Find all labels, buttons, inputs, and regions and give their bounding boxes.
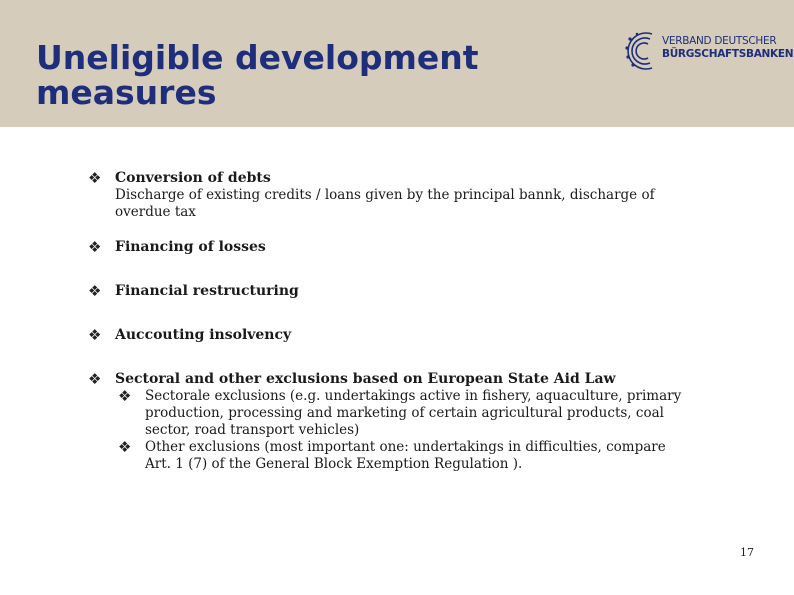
item-title: Conversion of debts	[115, 170, 271, 186]
list-item	[88, 283, 688, 300]
bullet-list	[88, 170, 688, 473]
list-item	[88, 327, 688, 344]
logo-text	[662, 35, 793, 61]
sub-item-text: Other exclusions (most important one: undertakings in difficulties, compare Art. 1 (7) of the General Block Exemption Regulation ).	[145, 439, 666, 472]
page-title	[36, 40, 479, 110]
diamond-bullet-icon: ❖	[88, 238, 102, 256]
logo-line-1: VERBAND DEUTSCHER	[662, 35, 777, 47]
title-line-1: Uneligible development	[36, 38, 479, 77]
sub-list-item	[88, 388, 688, 439]
title-line-2: measures	[36, 73, 217, 112]
diamond-bullet-icon: ❖	[88, 282, 102, 300]
page-number: 17	[740, 546, 754, 559]
sub-item-text: Sectorale exclusions (e.g. undertakings active in fishery, aquaculture, primary production, processing and marketing of certain agricultural products, coal sector, road transport vehicles)	[145, 388, 682, 438]
item-title: Auccouting insolvency	[115, 327, 292, 343]
sub-list-item	[88, 439, 688, 473]
item-title: Financial restructuring	[115, 283, 299, 299]
header-band	[0, 0, 794, 127]
diamond-bullet-icon: ❖	[118, 438, 132, 456]
diamond-bullet-icon: ❖	[118, 387, 132, 405]
diamond-bullet-icon: ❖	[88, 326, 102, 344]
vdb-logo	[622, 26, 794, 76]
item-description: Discharge of existing credits / loans given by the principal bannk, discharge of overdue tax	[115, 187, 655, 220]
list-item	[88, 371, 688, 388]
logo-line-2: BÜRGSCHAFTSBANKEN	[662, 48, 794, 60]
item-title: Sectoral and other exclusions based on European State Aid Law	[115, 371, 616, 387]
list-item	[88, 239, 688, 256]
logo-mark-icon	[622, 26, 662, 76]
diamond-bullet-icon: ❖	[88, 370, 102, 388]
diamond-bullet-icon: ❖	[88, 169, 102, 187]
item-title: Financing of losses	[115, 239, 266, 255]
list-item	[88, 170, 688, 221]
